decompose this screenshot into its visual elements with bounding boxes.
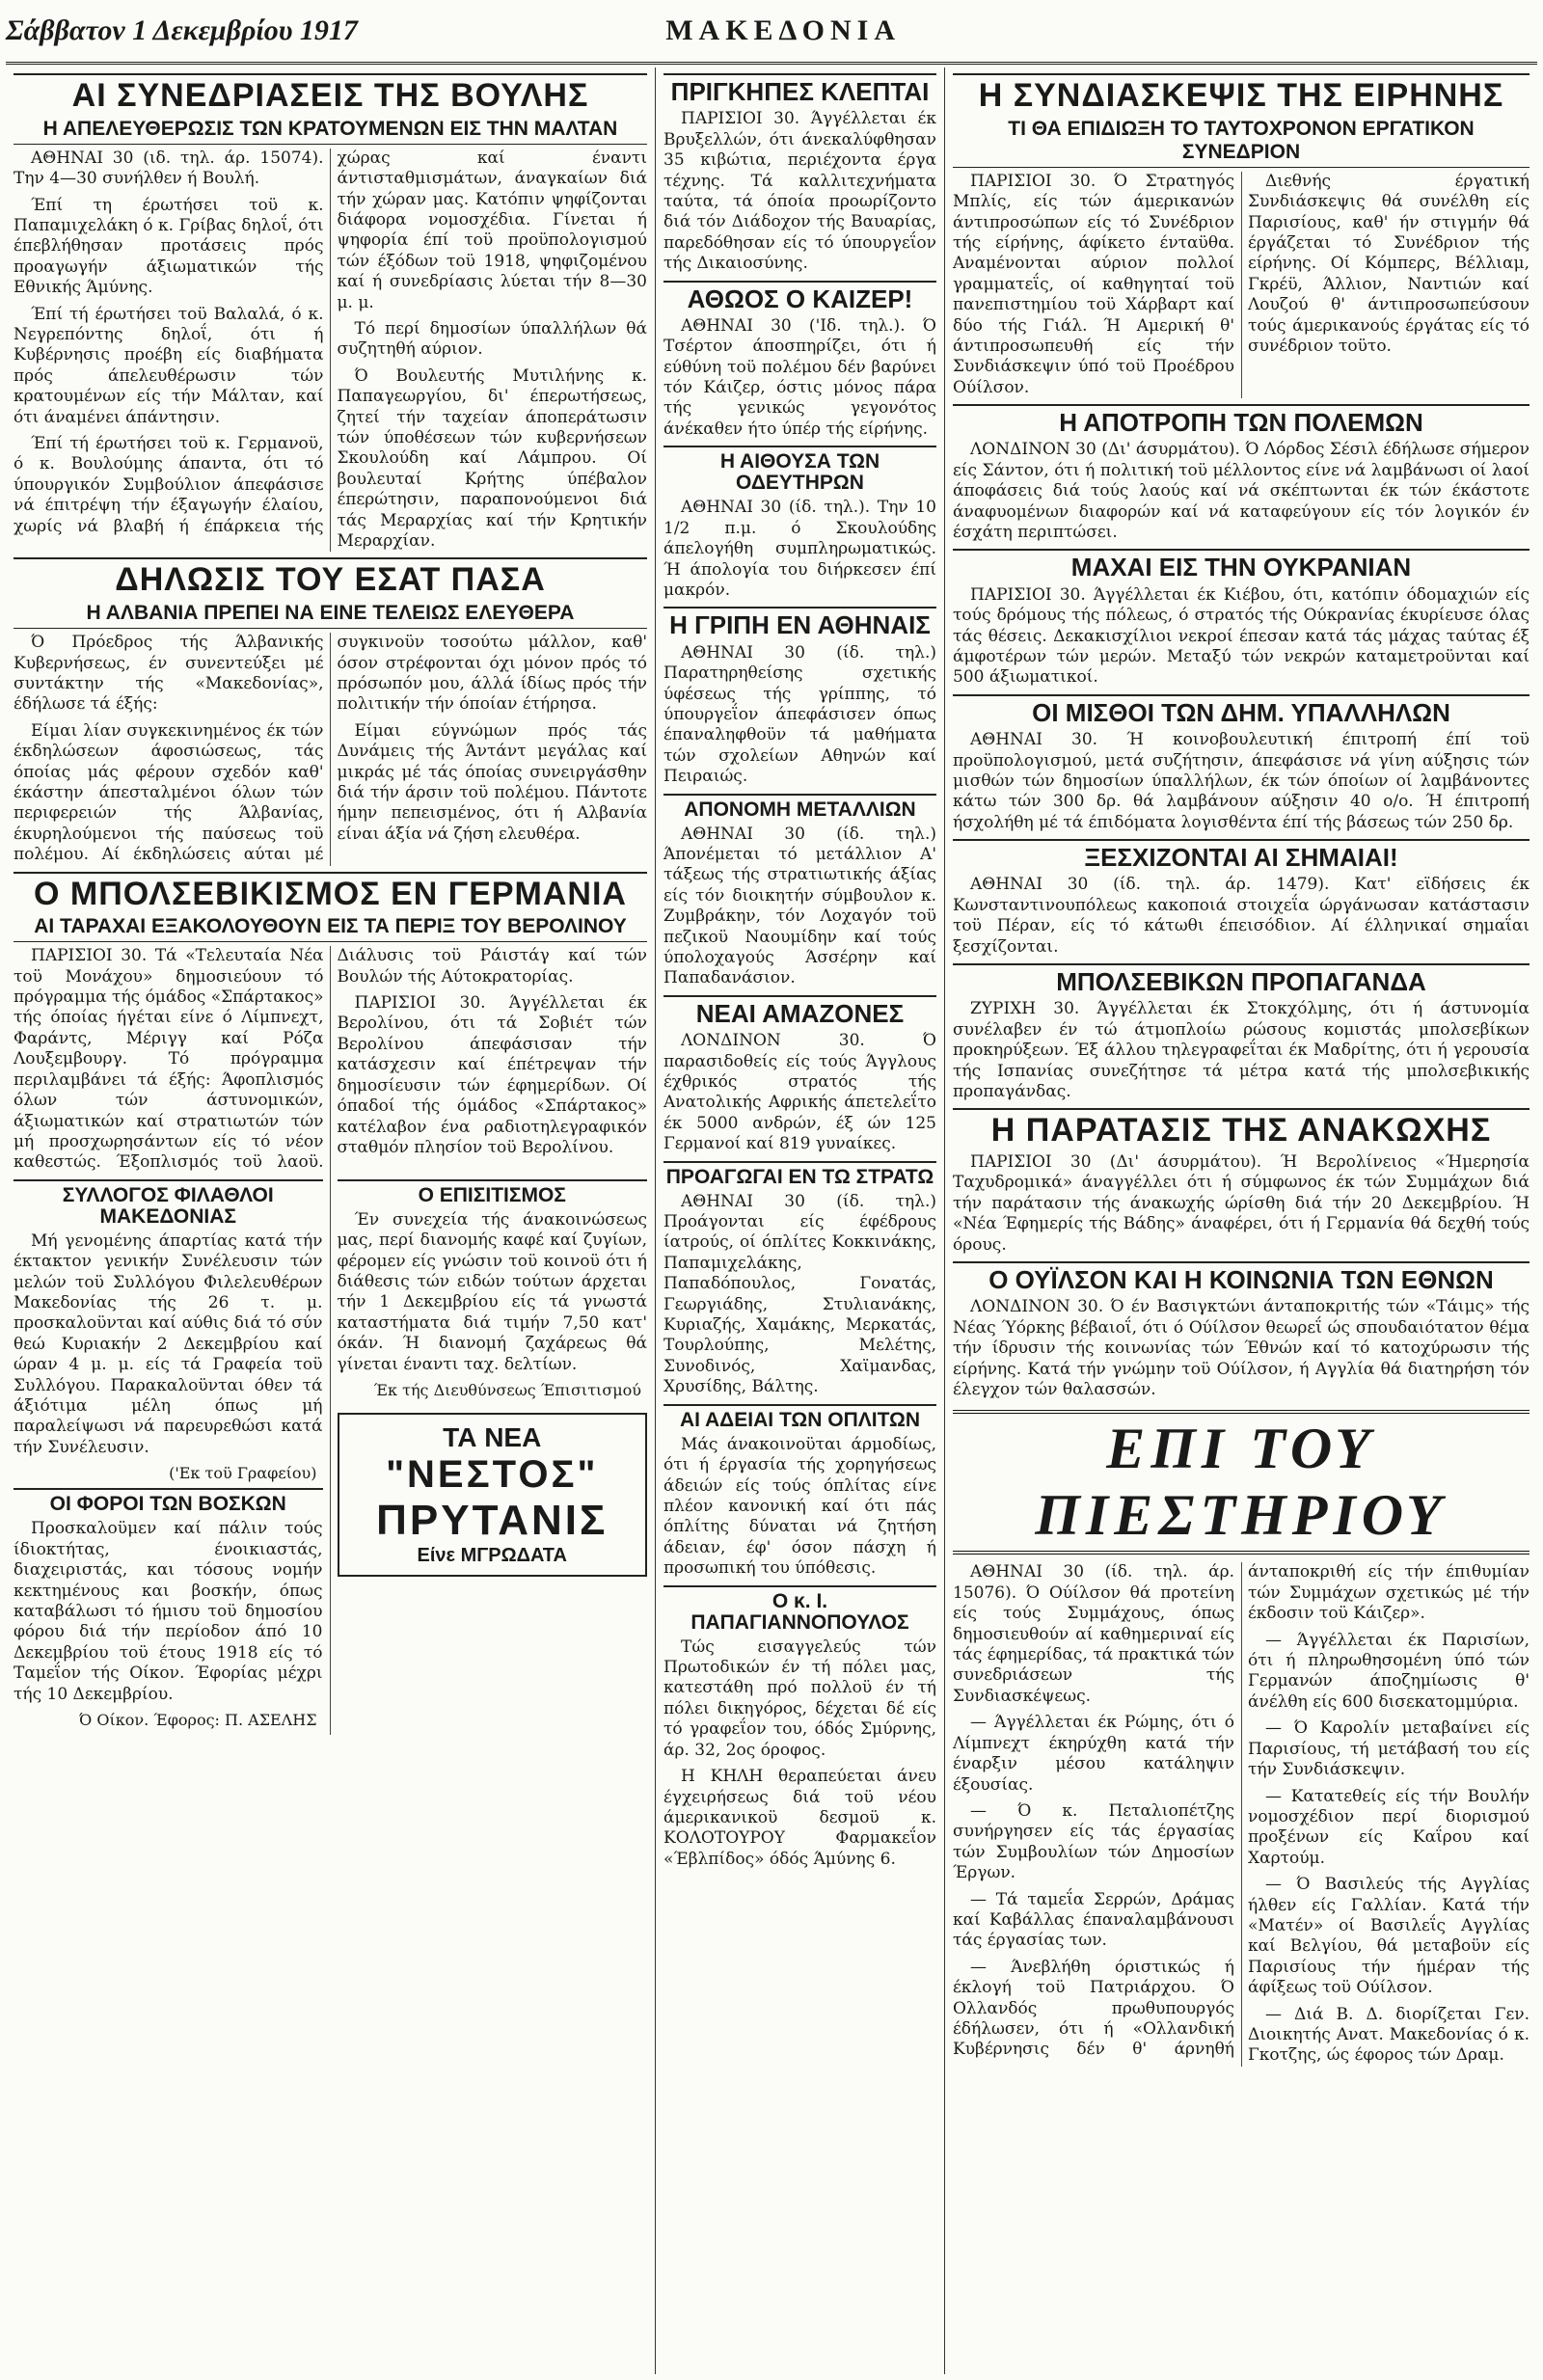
headline-salaries: ΟΙ ΜΙΣΘΟΙ ΤΩΝ ΔΗΜ. ΥΠΑΛΛΗΛΩΝ <box>953 694 1529 726</box>
subhead-berlin: ΑΙ ΤΑΡΑΧΑΙ ΕΞΑΚΟΛΟΥΘΟΥΝ ΕΙΣ ΤΑ ΠΕΡΙΞ ΤΟΥ ΒΕΡΟΛΙΝΟΥ <box>14 915 647 942</box>
brief-item: — Ό Καρολίν μεταβαίνει είς Παρισίους, τή μετάβασή του είς τήν Συνδιάσκεψιν. <box>1248 1718 1529 1780</box>
ad-line: ΠΡΥΤΑΝΙΣ <box>376 1497 609 1545</box>
signature: Ό Οίκον. Έφορος: Π. ΑΣΕΛΗΣ <box>78 1710 317 1729</box>
article-paragraph: Ό Πρόεδρος τής Άλβανικής Κυβερνήσεως, έν συνεντεύξει μέ συντάκτην τής «Μακεδονίας», έδήλωσε τά έξής: <box>14 633 324 715</box>
article-paragraph: ΠΑΡΙΣΙΟΙ 30. Ό Στρατηγός Μπλίς, είς τών άμερικανών άντιπροσώπων είς τό Συνέδριον τής είρήνης, άφίκετο ένταϋθα. Αναμένονται αύριον πολλοί γραμματεΐς, οί καθηγηταί τοϋ πανεπιστημίου τοϋ Χάρβαρτ καί δύο τής Γιάλ. Ή Αμερική θ' άντιπροσωπευθή είς τήν Συνδιάσκεψιν ύπό τοϋ Προέδρου Ούίλσον. <box>953 171 1234 397</box>
headline-esat-pasha: ΔΗΛΩΣΙΣ ΤΟΥ ΕΣΑΤ ΠΑΣΑ <box>14 557 647 598</box>
article-paragraph: ΑΘΗΝΑΙ 30 ('Ιδ. τηλ.). Ό Τσέρτον άποσπηρίζει, ότι ή εύθύνη τοϋ πολέμου δέν βαρύνει τόν Κάιζερ, όστις μόνος πάρα τής γενικώς γεγονότος άνέκαθεν ήτο ύπέρ τής είρήνης. <box>663 315 936 439</box>
article-paragraph: Έπί τη έρωτήσει τοϋ κ. Παπαμιχελάκη ό κ. Γρίβας δηλοΐ, ότι έπεβλήθησαν προτάσεις πρός προαγωγήν άξιωματικών τής Εθνικής Άμύνης. <box>14 195 324 298</box>
article-paragraph: Έπί τή έρωτήσει τοϋ Βαλαλά, ό κ. Νεγρεπόντης δηλοΐ, ότι ή Κυβέρνησις προέβη είς διαβήματα πρός άπελευθέρωσιν τών κρατουμένων είς τήν Μάλταν, καί ότι άναμένει άπάντησιν. <box>14 304 324 427</box>
article-paragraph: Προσκαλοϋμεν καί πάλιν τούς ίδιοκτήτας, ένοικιαστάς, διαχειριστάς, και τόσους νομήν κεκτημένους και βοσκήν, όπως καταβάλωσι τό ήμισυ τοϋ δημοσίου φόρου διά τήν περίοδον άπό 10 Δεκεμβρίου τοϋ έτους 1918 είς τό Ταμεΐον τής Οίκον. Έφορίας μέχρι τής 10 Δεκεμβρίου. <box>14 1519 323 1704</box>
headline-promotions: ΠΡΟΑΓΩΓΑΙ ΕΝ ΤΩ ΣΤΡΑΤΩ <box>663 1161 936 1188</box>
headline-on-the-press: ΕΠΙ ΤΟΥ ΠΙΕΣΤΗΡΙΟΥ <box>953 1410 1529 1555</box>
headline-wilson-league: Ο ΟΥΪΛΣΟΝ ΚΑΙ Η ΚΟΙΝΩΝΙΑ ΤΩΝ ΕΘΝΩΝ <box>953 1261 1529 1293</box>
article-paragraph: ΑΘΗΝΑΙ 30 (ίδ. τηλ.) Άπονέμεται τό μετάλλιον Α' τάξεως τής στρατιωτικής άξίας είς τόν διοικητήν σύμβουλον κ. Ζυμβράκην, τόν Λοχαγόν τοϋ πεζικοϋ Ναουμίδην καί τούς ύπολοχαγούς Άσσέρην καί Παπαδανάσιον. <box>663 824 936 988</box>
brief-item: ΑΘΗΝΑΙ 30 (ίδ. τηλ. άρ. 15076). Ό Ούίλσον θά προτείνη είς τούς Συμμάχους, όπως δημοσιευθούν αί καθημεριναί είς τάς έφημερίδας, τά πρακτικά τών συνεδριάσεων τής Συνδιασκέψεως. <box>953 1562 1235 1706</box>
column-middle <box>656 68 945 2374</box>
article-paragraph: Έπί τή έρωτήσει τοϋ κ. Γερμανοϋ, ό κ. Βουλούμης άπαντα, ότι τό ύπουργικόν Συμβούλιον άπεφάσισε νά έπιτρέψη τήν έξαγωγήν έλαίου, χωρίς νά βλαβή ή έπάρκεια τής χώρας καί έναντι άντισταθμισμάτων, άναγκαίων διά τήν χώραν μας. Κατόπιν ψηφίζονται διάφορα νομοσχέδια. Γίνεται ή ψηφορία έπί τοϋ προϋπολογισμού τών έξόδων τοϋ 1918, ψηφιζομένου καί ή συνεδρίασις λύεται τήν 8—30 μ. μ. <box>14 148 647 536</box>
article-paragraph: ΑΘΗΝΑΙ 30 (ίδ. τηλ.). Την 10 1/2 π.μ. ό Σκουλούδης άπελογήθη συμπληρωματικώς. Ή άπολογία του διήρκεσεν έπί μακρόν. <box>663 498 936 600</box>
press-briefs <box>953 1562 1529 2066</box>
article-paragraph: Τώς εισαγγελεύς τών Πρωτοδικών έν τή πόλει μας, κατεστάθη πρό πολλοϋ έν τή πόλει δικηγόρος, δέχεται δέ είς τό γραφεΐον του, όδός Σμύρνης, άρ. 32, 2ος όροφος. <box>663 1636 936 1760</box>
article-paragraph: ΑΘΗΝΑΙ 30 (ίδ. τηλ.) Παρατηρηθείσης σχετικής ύφέσεως τής γρίππης, τό ύπουργεΐον άπεφάσισεν όπως έπαναληφθοϋν τά μαθήματα τών σχολείων Αθηνών καί Πειραιώς. <box>663 642 936 787</box>
peace-article <box>953 172 1529 398</box>
column-left <box>6 68 656 2374</box>
brief-item: — Άνεβλήθη όριστικώς ή έκλογή τοϋ Πατριάρχου. Ό Ολλανδός πρωθυπουργός έδήλωσεν, ότι ή «Ολλανδική Κυβέρνησις δέν θ' άρνηθή άνταποκριθή είς τήν έπιθυμίαν τών Συμμάχων σχετικώς μέ τήν έκδοσιν τοϋ Κάιζερ». <box>953 1562 1529 2060</box>
headline-amazons: ΝΕΑΙ ΑΜΑΖΟΝΕΣ <box>663 995 936 1027</box>
brief-item: — Ό κ. Πεταλιοπέτζης συνήργησεν είς τάς έργασίας τών Συμβουλίων τών Δημοσίων Έργων. <box>953 1800 1234 1883</box>
ad-line: Είνε ΜΓΡΩΔΑΤΑ <box>417 1545 567 1567</box>
headline-propaganda: ΜΠΟΛΣΕΒΙΚΩΝ ΠΡΟΠΑΓΑΝΔΑ <box>953 963 1529 995</box>
subhead-malta: Η ΑΠΕΛΕΥΘΕΡΩΣΙΣ ΤΩΝ ΚΡΑΤΟΥΜΕΝΩΝ ΕΙΣ ΤΗΝ ΜΑΛΤΑΝ <box>14 118 647 145</box>
lower-left-block <box>14 1174 647 1735</box>
brief-item: — Διά Β. Δ. διορίζεται Γεν. Διοικητής Ανατ. Μακεδονίας ό κ. Γκοτζης, ώς έφορος τών Δραμ. <box>1248 2004 1529 2066</box>
headline-armistice: Η ΠΑΡΑΤΑΣΙΣ ΤΗΣ ΑΝΑΚΩΧΗΣ <box>953 1108 1529 1149</box>
signature: Έκ τής Διευθύνσεως Έπισιτισμού <box>373 1381 641 1400</box>
headline-peace-conference: Η ΣΥΝΔΙΑΣΚΕΨΙΣ ΤΗΣ ΕΙΡΗΝΗΣ <box>953 73 1529 114</box>
albania-article <box>14 633 647 865</box>
article-paragraph: ΠΑΡΙΣΙΟΙ 30 (Δι' άσυρμάτου). Ή Βερολίνειος «Ήμερησία Ταχυδρομικά» άναγγέλλει ότι ή σύμφωνος έκ τών Συμμάχων διά τήν παράτασιν τής άνακωχής ώρίσθη διά τήν 20 Δεκεμβρίου. Ή «Νέα Έφημερίς τής Βάδης» άναφέρει, ότι ή Γερμανία θά δεχθή τούς όρους. <box>953 1152 1529 1255</box>
article-paragraph: ΑΘΗΝΑΙ 30 (ιδ. τηλ. άρ. 15074). Την 4—30 συνήλθεν ή Βουλή. <box>14 148 324 189</box>
brief-item: — Ό Βασιλεύς τής Αγγλίας ήλθεν είς Γαλλίαν. Κατά τήν «Ματέν» οί Βασιλεΐς Αγγλίας καί Βελγίου, θά μεταβοϋν είς Παρισίους τήν ήμέραν τής άφίξεως τοϋ Ούίλσον. <box>1248 1875 1529 1998</box>
brief-item: — Άγγέλλεται έκ Ρώμης, ότι ό Λίμπνεχτ έκηρύχθη κατά τήν έναρξιν μέσου κατάληψιν έξουσίας. <box>953 1713 1234 1795</box>
headline-bolshevism-germany: Ο ΜΠΟΛΣΕΒΙΚΙΣΜΟΣ ΕΝ ΓΕΡΜΑΝΙΑ <box>14 872 647 912</box>
brief-item: — Άγγέλλεται έκ Παρισίων, ότι ή πληρωθησομένη ύπό τών Γερμανών άποζημίωσις θ' άνέλθη είς 600 δισεκατομμύρια. <box>1248 1630 1529 1712</box>
headline-parliament: ΑΙ ΣΥΝΕΔΡΙΑΣΕΙΣ ΤΗΣ ΒΟΥΛΗΣ <box>14 73 647 114</box>
article-paragraph: ΑΘΗΝΑΙ 30. Ή κοινοβουλευτική έπιτροπή έπί τοϋ προϋπολογισμού, μετά συζήτησιν, άπεφάσισε νά γίνη αύξησις τών μισθών τών δημοσίων ύπαλλήλων, έκ τών όποίων οί λαμβάνοντες κάτω τών 300 δρ. θά λαμβάνουν αύξησιν 40 ο/ο. Ή έπιτροπή ήσχολήθη μέ τά έπιδόματα λογισθέντα έπί τής βάσεως τών 250 δρ. <box>953 730 1529 832</box>
headline-flu: Η ΓΡΙΠΗ ΕΝ ΑΘΗΝΑΙΣ <box>663 607 936 638</box>
subhead-albania: Η ΑΛΒΑΝΙΑ ΠΡΕΠΕΙ ΝΑ ΕΙΝΕ ΤΕΛΕΙΩΣ ΕΛΕΥΘΕΡΑ <box>14 602 647 629</box>
article-paragraph: ΠΑΡΙΣΙΟΙ 30. Άγγέλλεται έκ Κιέβου, ότι, κατόπιν όδομαχιών είς τούς δρόμους τής πόλεως, ό στρατός τής Ούκρανίας έκυρίευσε όλας τάς θέσεις. Δεκακισχίλιοι νεκροί έπεσαν κατά τάς μάχας ταύτας έξ άμφοτέρων τών μερών. Μεταξύ τών νεκρών καταμετροϋνται καί 500 άξιωματικοί. <box>953 584 1529 688</box>
paper-name: ΜΑΚΕΔΟΝΙΑ <box>665 14 901 46</box>
issue-date: Σάββατον 1 Δεκεμβρίου 1917 <box>6 14 358 46</box>
article-paragraph: ΛΟΝΔΙΝΟΝ 30. Ό παρασιδοθείς είς τούς Άγγλους έχθρικός στρατός τής Ανατολικής Αφρικής άπετελεΐτο έκ 5000 ανδρών, έξ ών 125 Γερμανοί καί 819 γυναίκες. <box>663 1031 936 1154</box>
article-paragraph: Μή γενομένης άπαρτίας κατά τήν έκτακτον γενικήν Συνέλευσιν τών μελών τοϋ Συλλόγου Φιλελευθέρων Μακεδονίας τής 26 τ. μ. προσκαλοϋνται καί αύθις διά τό σύν θεώ Κυριακήν 2 Δεκεμβρίου καί ώραν 4 μ. μ. είς τά Γραφεία τοϋ Συλλόγου. Παρακαλοϋνται όθεν τά άξιότιμα μέλη όπως μή παραλείψωσι νά παρευρεθώσι κατά τήν Συνέλευσιν. <box>14 1231 323 1457</box>
article-paragraph: Ό Βουλευτής Μυτιλήνης κ. Παπαγεωργίου, δι' έπερωτήσεως, ζητεί τήν ταχείαν άποπεράτωσιν τών ύποθέσεων τών κυβερνήσεων Σκουλούδη καί Λάμπρου. Οί βουλευταί Κρήτης ύπέβαλον έπερώτησιν, παραπονούμενοι διά τάς Μεραρχίας καί τήν Κρητικήν Μεραρχίαν. <box>337 365 647 551</box>
berlin-article <box>14 946 647 1173</box>
article-paragraph: Τό περί δημοσίων ύπαλλήλων θά συζητηθή αύριον. <box>337 318 647 360</box>
brief-item: — Κατατεθείς είς τήν Βουλήν νομοσχέδιον περί διορισμού προξένων είς Καΐρου καί Χαρτούμ. <box>1248 1786 1529 1868</box>
parliament-article <box>14 149 647 553</box>
headline-princes: ΠΡΙΓΚΗΠΕΣ ΚΛΕΠΤΑΙ <box>663 73 936 105</box>
article-paragraph: ΠΑΡΙΣΙΟΙ 30. Άγγέλλεται έκ Βρυξελλών, ότι άνεκαλύφθησαν 35 κιβώτια, περιέχοντα έργα τέχνης. Τά καλλιτεχνήματα ταύτα, τά όποία προωρίζοντο διά τόν Διάδοχον τής Βαυαρίας, παρεδόθησαν είς τό ύπουργεΐον τής Δικαιοσύνης. <box>663 109 936 274</box>
ad-line: ΤΑ ΝΕΑ <box>443 1422 542 1453</box>
headline-court: Η ΑΙΘΟΥΣΑ ΤΩΝ ΟΔΕΥΤΗΡΩΝ <box>663 446 936 494</box>
headline-kaiser: ΑΘΩΟΣ Ο ΚΑΙΖΕΡ! <box>663 281 936 312</box>
headline-war-prevention: Η ΑΠΟΤΡΟΠΗ ΤΩΝ ΠΟΛΕΜΩΝ <box>953 404 1529 436</box>
article-paragraph: Είμαι εύγνώμων πρός τάς Δυνάμεις τής Άντάντ μεγάλας καί μικράς μέ τάς όποίας συνειργάσθην διά τήν άρσιν τοϋ πολέμου. Πάντοτε ήμην πεπεισμένος, ότι ή Αλβανία είναι άξία νά ζήση ελευθέρα. <box>337 720 647 844</box>
headline-medals: ΑΠΟΝΟΜΗ ΜΕΤΑΛΛΙΩΝ <box>663 794 936 821</box>
article-paragraph: Έν συνεχεία τής άνακοινώσεως μας, περί διανομής καφέ καί ζυγίων, φέρομεν είς γνώσιν τοϋ κοινοϋ ότι ή διάθεσις τών ειδών τούτων άρχεται τήν 1 Δεκεμβρίου είς τά γνωστά καταστήματα διά τιμήν 7,50 κατ' όκάν. Ή διανομή ζαχάρεως θά γίνεται έναντι ταχ. δελτίων. <box>337 1209 647 1374</box>
notices-column <box>14 1174 331 1735</box>
subhead-labour-congress: ΤΙ ΘΑ ΕΠΙΔΙΩΞΗ ΤΟ ΤΑΥΤΟΧΡΟΝΟΝ ΕΡΓΑΤΙΚΟΝ ΣΥΝΕΔΡΙΟΝ <box>953 118 1529 168</box>
article-paragraph: Μάς άνακοινοϋται άρμοδίως, ότι ή έργασία τής χορηγήσεως άδειών είς τούς όπλίτας είνε πλέον κανονική καί ότι πάς όπλίτης δύναται νά ζητήση άδειαν, έφ' όσον πάσχη ή προσωπική του ύπόθεσις. <box>663 1434 936 1579</box>
headline-ukraine: ΜΑΧΑΙ ΕΙΣ ΤΗΝ ΟΥΚΡΑΝΙΑΝ <box>953 549 1529 581</box>
headline-flags: ΞΕΣΧΙΖΟΝΤΑΙ ΑΙ ΣΗΜΑΙΑΙ! <box>953 839 1529 871</box>
brief-item: — Τά ταμεΐα Σερρών, Δράμας καί Καβάλλας έπαναλαμβάνουσι τάς έργασίας των. <box>953 1889 1234 1951</box>
headline-leave: ΑΙ ΑΔΕΙΑΙ ΤΩΝ ΟΠΛΙΤΩΝ <box>663 1404 936 1431</box>
headline-papagiannopoulos: Ο κ. Ι. ΠΑΠΑΓΙΑΝΝΟΠΟΥΛΟΣ <box>663 1585 936 1634</box>
column-right <box>945 68 1537 2374</box>
headline-grazing-tax: ΟΙ ΦΟΡΟΙ ΤΩΝ ΒΟΣΚΩΝ <box>14 1488 323 1515</box>
article-paragraph: Είμαι λίαν συγκεκινημένος έκ τών έκδηλώσεων άφοσιώσεως, τάς όποίας μάς φέρουν σχεδόν καθ' έκάστην άπεσταλμένοι όλων τών περιφερειών τής Άλβανίας, έκυρηλούμενοι τής παύσεως τοϋ πολέμου. Αί έκδηλώσεις αύται μέ συγκινοϋν τοσούτω μάλλον, καθ' όσον στρέφονται όχι μόνον πρός τό πρόσωπόν μου, άλλά ίδίως πρός τήν πολιτικήν τήν όποίαν έτήρησα. <box>14 633 647 865</box>
advertisement-hernia: Η ΚΗΛΗ θεραπεύεται άνευ έγχειρήσεως διά τοϋ νέου άμερικανικοϋ δεσμοϋ κ. ΚΟΛΟΤΟΥΡΟΥ Φαρμακεΐον «Έβλπίδος» όδός Άμύνης 6. <box>663 1767 936 1869</box>
article-paragraph: ΠΑΡΙΣΙΟΙ 30. Άγγέλλεται έκ Βερολίνου, ότι τά Σοβιέτ τών Βερολίνου άπεφάσισαν τήν κατάσχεσιν καί έπέτρεψαν τήν δημοσίευσιν τών έφημερίδων. Οί όπαδοί τής όμάδος «Σπάρτακος» κατέλαβον ένα ραδιοτηλεγραφικόν σταθμόν πλησίον τοϋ Βερολίνου. <box>337 993 647 1157</box>
headline-supply: Ο ΕΠΙΣΙΤΙΣΜΟΣ <box>338 1179 648 1206</box>
supply-column <box>331 1174 648 1735</box>
article-paragraph: ΑΘΗΝΑΙ 30 (ίδ. τηλ.) Προάγονται είς έφέδρους ίατρούς, οί όπλίτες Κοκκινάκης, Παπαμιχελάκης, Παπαδόπουλος, Γονατάς, Γεωργιάδης, Στυλιανάκης, Κυριαζής, Χαμάκης, Μερκατάς, Τουρλούπης, Μελέτης, Συνοδινός, Χαϊμανδας, Χρυσίδης, Βάλτης. <box>663 1191 936 1397</box>
article-paragraph: ΑΘΗΝΑΙ 30 (ίδ. τηλ. άρ. 1479). Κατ' εϊδήσεις έκ Κωνσταντινουπόλεως κακοποιά στοιχεΐα ώργάνωσαν κατάστασιν τοϋ Πέραν, είς τό κάτωθι έπεισόδιον. Αί έλληνικαί σημαΐαι ξεσχίζονται. <box>953 875 1529 957</box>
article-paragraph: ΛΟΝΔΙΝΟΝ 30. Ό έν Βασιγκτώνι άνταποκριτής τών «Τάιμς» τής Νέας Ύόρκης βέβαιοΐ, ότι ό Ούίλσον θεωρεΐ ώς σπουδαιότατον θέμα τήν ίδρυσιν τής κοινωνίας τών Έθνών καί τό κατοχύρωσιν τής είρήνης. Κατά τήν γνώμην τοϋ Ούίλσον, ή Αγγλία θά διατηρήση τόν έλεγχον τών θαλασσών. <box>953 1297 1529 1400</box>
headline-club: ΣΥΛΛΟΓΟΣ ΦΙΛΑΘΛΟΙ ΜΑΚΕΔΟΝΙΑΣ <box>14 1179 323 1228</box>
ad-line: "ΝΕΣΤΟΣ" <box>386 1453 599 1497</box>
article-paragraph: ΛΟΝΔΙΝΟΝ 30 (Δι' άσυρμάτου). Ό Λόρδος Σέσιλ έδήλωσε σήμερον είς Σάντον, ότι ή πολιτική τοϋ μέλλοντος είνε νά λαμβάνωσι οί λαοί άποφάσεις διά τούς λαούς καί νά σκέπτωνται έκ τών έκάστοτε άναφυομένων διαφορών καί νά καταφεύγουν είς τόν λογικόν έν έσχάτη περιπτώσει. <box>953 440 1529 543</box>
article-paragraph: Διεθνής έργατική Συνδιάσκεψις θά συνέλθη είς Παρισίους, καθ' ήν στιγμήν θά έργάζεται τό Συνέδριον τής είρήνης. Οί Κόμπερς, Βέλλιαμ, Γκρέϋ, Άλλιον, Ναντιών καί Λουζού θ' άντιπροσωπεύσουν τούς άμερικανούς έργάτας είς τό συνέδριον τοϋτο. <box>1248 171 1529 356</box>
masthead <box>6 0 1537 65</box>
article-paragraph: ΠΑΡΙΣΙΟΙ 30. Τά «Τελευταία Νέα τοϋ Μονάχου» δημοσιεύουν τό πρόγραμμα τής όμάδος «Σπάρτακος» τής όποίας ήγέται είνε ό Λίμπνεχτ, Φαράντς, Μέριγγ καί Ρόζα Λουξεμβουργ. Τό πρόγραμμα περιλαμβάνει τά έξής: Άφοπλισμός όλων τών άστυνομικών, άξιωματικών καί στρατιωτών τών μή προσχωρησάντων είς τό νέον καθεστώς. Έξοπλισμός τοϋ λαοϋ. Διάλυσις τοϋ Ράιστάγ καί τών Βουλών τής Αύτοκρατορίας. <box>14 946 647 1173</box>
signature: ('Εκ τοϋ Γραφείου) <box>169 1464 317 1483</box>
article-paragraph: ΖΥΡΙΧΗ 30. Άγγέλλεται έκ Στοκχόλμης, ότι ή άστυνομία συνέλαβεν έν τώ άτμοπλοίω ρώσους κομιστάς μπολσεβίκων προκηρύξεων. Έξ άλλου τηλεγραφεΐται έκ Μαδρίτης, ότι ή γερουσία τής Ισπανίας συνεζήτησε τά μέτρα κατά τής μπολσεβικικής προπαγάνδας. <box>953 999 1529 1101</box>
nestos-advertisement <box>338 1413 648 1577</box>
